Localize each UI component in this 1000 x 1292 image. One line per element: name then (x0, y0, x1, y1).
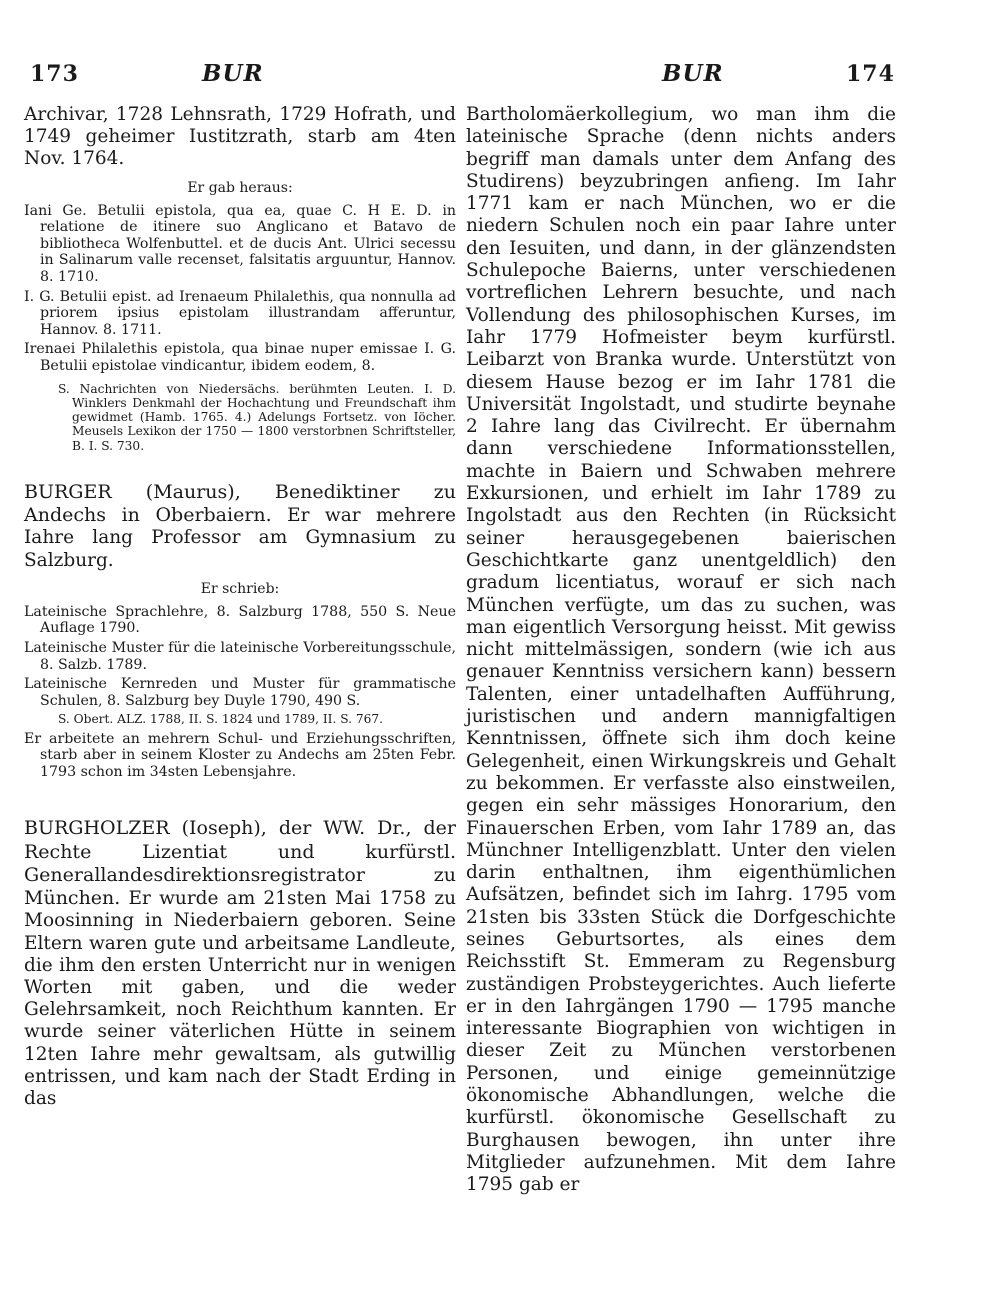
entry2-text: Er war mehrere Iahre lang Professor am Gymnasium zu Salzburg. (24, 505, 457, 571)
works-label-1: Er gab heraus: (187, 179, 293, 196)
left-column (24, 104, 456, 1110)
entry3-text: Er wurde am 21sten Mai 1758 zu Moosinning in Niederbaiern geboren. Seine Eltern waren gute und arbeitsame Landleute, die ihm den ersten Unterricht nur in wenigen Worten mit gaben, und die weder Gelehrsamkeit, noch Reichthum kannten. Er wurde seiner väterlichen Hütte in seinem 12ten Iahre mehr gewaltsam, als gutwillig entrissen, und kam nach der Stadt Erding in das (24, 888, 456, 1109)
work-2-2: Lateinische Muster für die lateinische Vorbereitungsschule, 8. Salzb. 1789. (24, 640, 456, 673)
entry1-intro: Archivar, 1728 Lehnsrath, 1729 Hofrath, und 1749 geheimer Iustitzrath, starb am 4ten Nov. 1764. (24, 104, 456, 170)
right-page-number (846, 60, 895, 87)
work-2-3: Lateinische Kernreden und Muster für grammatische Schulen, 8. Salzburg bey Duyle 1790, 490 S. (24, 676, 456, 709)
note-2: S. Obert. ALZ. 1788, II. S. 1824 und 1789, II. S. 767. (58, 712, 384, 727)
work-1-2: I. G. Betulii epist. ad Irenaeum Philalethis, qua nonnulla ad priorem ipsius epistolam illustrandam afferuntur, Hannov. 8. 1711. (24, 288, 456, 338)
right-column-text: Bartholomäerkollegium, wo man ihm die lateinische Sprache (denn nichts anders begriff man damals unter dem Anfang des Studirens) beyzubringen anfieng. Im Iahr 1771 kam er nach München, wo er die niedern Schulen noch ein paar Iahre unter den Iesuiten, und dann, in der glänzendsten Schulepoche Baierns, unter verschiedenen vortreflichen Lehrern besuchte, und nach Vollendung des philosophischen Kurses, im Iahr 1779 Hofmeister beym kurfürstl. Leibarzt von Branka wurde. Unterstützt von diesem Hause bezog er im Iahr 1781 die Universität Ingolstadt, und studirte beynahe 2 Iahre lang das Civilrecht. Er übernahm dann verschiedene Informationsstellen, machte in Baiern und Schwaben mehrere Exkursionen, und erhielt im Iahr 1789 zu Ingolstadt aus den Rechten (in Rücksicht seiner herausgegebenen baierischen Geschichtkarte ganz unentgeldlich) den gradum licentiatus, worauf er sich nach München verfügte, um das zu suchen, was man eigentlich Versorgung heisst. Mit gewiss nicht mittelmässigen, sondern (wie ich aus genauer Kenntniss versichern kann) bessern Talenten, einer untadelhaften Aufführung, juristischen und andern mannigfaltigen Kenntnissen, öffnete sich ihm doch keine Gelegenheit, einen Wirkungskreis und Gehalt zu bekommen. Er verfasste also einstweilen, gegen ein sehr mässiges Honorarium, den Finauerschen Erben, vom Iahr 1789 an, das Münchner Intelligenzblatt. Unter den vielen darin enthaltnen, ihm eigenthümlichen Aufsätzen, befindet sich im Iahrg. 1795 vom 21sten bis 33sten Stück die Dorfgeschichte seines Geburtsortes, als eines dem Reichsstift St. Emmeram zu Regensburg zuständigen Probsteygerichtes. Auch lieferte er in den Iahrgängen 1790 — 1795 manche interessante Biographien von wichtigen in dieser Zeit zu München verstorbenen Personen, und einige gemeinnützige ökonomische Abhandlungen, welche die kurfürstl. ökonomische Gesellschaft zu Burghausen bewogen, ihn unter ihre Mitglieder aufzunehmen. Mit dem Iahre 1795 gab er (466, 104, 896, 1196)
work-1-1: Iani Ge. Betulii epistola, qua ea, quae C. H E. D. in relatione de itinere suo Anglicano et Batavo de bibliotheca Wolfenbuttel. et de ducis Ant. Ulrici secessu in Salinarum valle recenset, falsitatis arguuntur, Hannov. 8. 1710. (24, 202, 456, 285)
entry3-paragraph (24, 817, 456, 1110)
entry3-head: BURGHOLZER (Ioseph), der WW. Dr., der Rechte Lizentiat und kurfürstl. Generallandesdirektionsregistrator zu München. (24, 817, 456, 910)
left-page-number (30, 60, 79, 87)
works-label-2: Er schrieb: (200, 580, 280, 597)
right-column (466, 104, 896, 1197)
right-page-number-text: 174 (846, 61, 895, 87)
left-running-title: BUR (202, 60, 264, 87)
work-1-3: Irenaei Philalethis epistola, qua binae nuper emissae I. G. Betulii epistolae vindicantur, ibidem eodem, 8. (24, 341, 456, 374)
entry2-paragraph (24, 481, 456, 572)
entry2-head: BURGER (Maurus), Benediktiner zu Andechs in Oberbaiern. (24, 481, 456, 527)
work-2-1: Lateinische Sprachlehre, 8. Salzburg 1788, 550 S. Neue Auflage 1790. (24, 603, 456, 637)
left-page-number-text: 173 (30, 61, 79, 87)
right-running-title: BUR (662, 60, 724, 87)
entry2-tail: Er arbeitete an mehrern Schul- und Erziehungsschriften, starb aber in seinem Kloster zu Andechs am 25ten Febr. 1793 schon im 34sten Lebensjahre. (24, 730, 456, 780)
note-1: S. Nachrichten von Niedersächs. berühmten Leuten. I. D. Winklers Denkmahl der Hochachtung und Freundschaft ihm gewidmet (Hamb. 1765. 4.) Adelungs Fortsetz. von Iöcher. Meusels Lexikon der 1750 — 1800 verstorbnen Schriftsteller, B. I. S. 730. (58, 381, 456, 453)
